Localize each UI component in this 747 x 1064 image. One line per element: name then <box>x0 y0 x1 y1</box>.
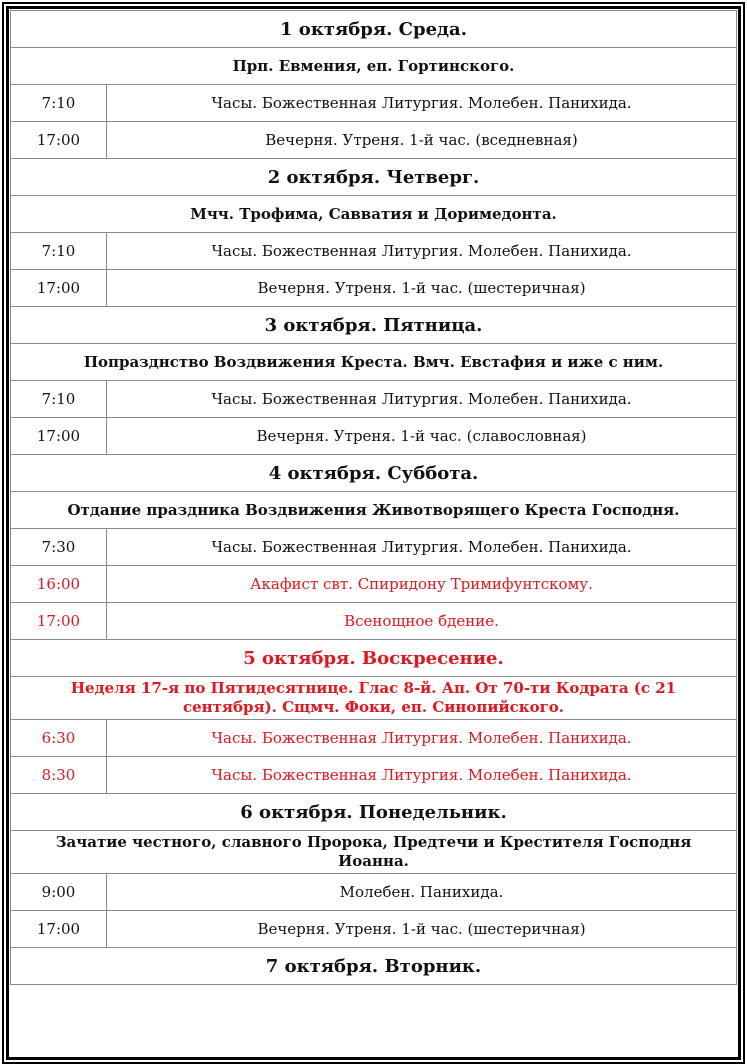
service-time: 17:00 <box>11 418 107 455</box>
service-time: 17:00 <box>11 911 107 948</box>
service-row <box>11 85 737 122</box>
service-time: 17:00 <box>11 270 107 307</box>
day-date: 5 октября. Воскресение. <box>11 640 737 677</box>
feast-row <box>11 344 737 381</box>
feast-title: Попразднство Воздвижения Креста. Вмч. Евстафия и иже с ним. <box>11 344 737 381</box>
service-row <box>11 418 737 455</box>
day-header-row <box>11 455 737 492</box>
service-description: Часы. Божественная Литургия. Молебен. Панихида. <box>107 233 737 270</box>
feast-title: Зачатие честного, славного Пророка, Предтечи и Крестителя Господня Иоанна. <box>11 831 737 874</box>
feast-row <box>11 831 737 874</box>
service-time: 7:30 <box>11 529 107 566</box>
service-time: 8:30 <box>11 757 107 794</box>
service-description: Всенощное бдение. <box>107 603 737 640</box>
page-frame-inner <box>6 6 741 1060</box>
day-header-row <box>11 307 737 344</box>
day-header-row <box>11 640 737 677</box>
service-time: 6:30 <box>11 720 107 757</box>
service-description: Часы. Божественная Литургия. Молебен. Панихида. <box>107 529 737 566</box>
service-description: Акафист свт. Спиридону Тримифунтскому. <box>107 566 737 603</box>
feast-row <box>11 48 737 85</box>
service-description: Часы. Божественная Литургия. Молебен. Панихида. <box>107 85 737 122</box>
service-description: Вечерня. Утреня. 1-й час. (вседневная) <box>107 122 737 159</box>
service-time: 7:10 <box>11 233 107 270</box>
service-time: 16:00 <box>11 566 107 603</box>
feast-row <box>11 492 737 529</box>
day-date: 2 октября. Четверг. <box>11 159 737 196</box>
service-description: Молебен. Панихида. <box>107 874 737 911</box>
feast-title: Прп. Евмения, еп. Гортинского. <box>11 48 737 85</box>
service-time: 7:10 <box>11 381 107 418</box>
service-row <box>11 757 737 794</box>
feast-title: Неделя 17-я по Пятидесятнице. Глас 8-й. Ап. От 70-ти Кодрата (с 21 сентября). Сщмч. Фоки, еп. Синопийского. <box>11 677 737 720</box>
feast-row <box>11 677 737 720</box>
service-row <box>11 911 737 948</box>
service-row <box>11 874 737 911</box>
day-header-row <box>11 159 737 196</box>
day-date: 1 октября. Среда. <box>11 11 737 48</box>
service-description: Часы. Божественная Литургия. Молебен. Панихида. <box>107 757 737 794</box>
day-header-row <box>11 794 737 831</box>
service-description: Вечерня. Утреня. 1-й час. (шестеричная) <box>107 270 737 307</box>
page-frame <box>2 2 745 1064</box>
day-date: 6 октября. Понедельник. <box>11 794 737 831</box>
day-date: 3 октября. Пятница. <box>11 307 737 344</box>
service-row <box>11 270 737 307</box>
service-description: Вечерня. Утреня. 1-й час. (славословная) <box>107 418 737 455</box>
feast-title: Отдание праздника Воздвижения Животворящего Креста Господня. <box>11 492 737 529</box>
service-row <box>11 381 737 418</box>
service-time: 17:00 <box>11 122 107 159</box>
service-row <box>11 720 737 757</box>
day-header-row <box>11 948 737 985</box>
day-header-row <box>11 11 737 48</box>
service-time: 7:10 <box>11 85 107 122</box>
service-description: Часы. Божественная Литургия. Молебен. Панихида. <box>107 381 737 418</box>
service-time: 9:00 <box>11 874 107 911</box>
day-date: 7 октября. Вторник. <box>11 948 737 985</box>
schedule-table <box>10 10 737 985</box>
service-row <box>11 122 737 159</box>
schedule-body <box>11 11 737 985</box>
service-row <box>11 529 737 566</box>
service-row <box>11 566 737 603</box>
day-date: 4 октября. Суббота. <box>11 455 737 492</box>
service-description: Часы. Божественная Литургия. Молебен. Панихида. <box>107 720 737 757</box>
service-description: Вечерня. Утреня. 1-й час. (шестеричная) <box>107 911 737 948</box>
service-row <box>11 233 737 270</box>
service-time: 17:00 <box>11 603 107 640</box>
service-row <box>11 603 737 640</box>
feast-title: Мчч. Трофима, Савватия и Доримедонта. <box>11 196 737 233</box>
feast-row <box>11 196 737 233</box>
